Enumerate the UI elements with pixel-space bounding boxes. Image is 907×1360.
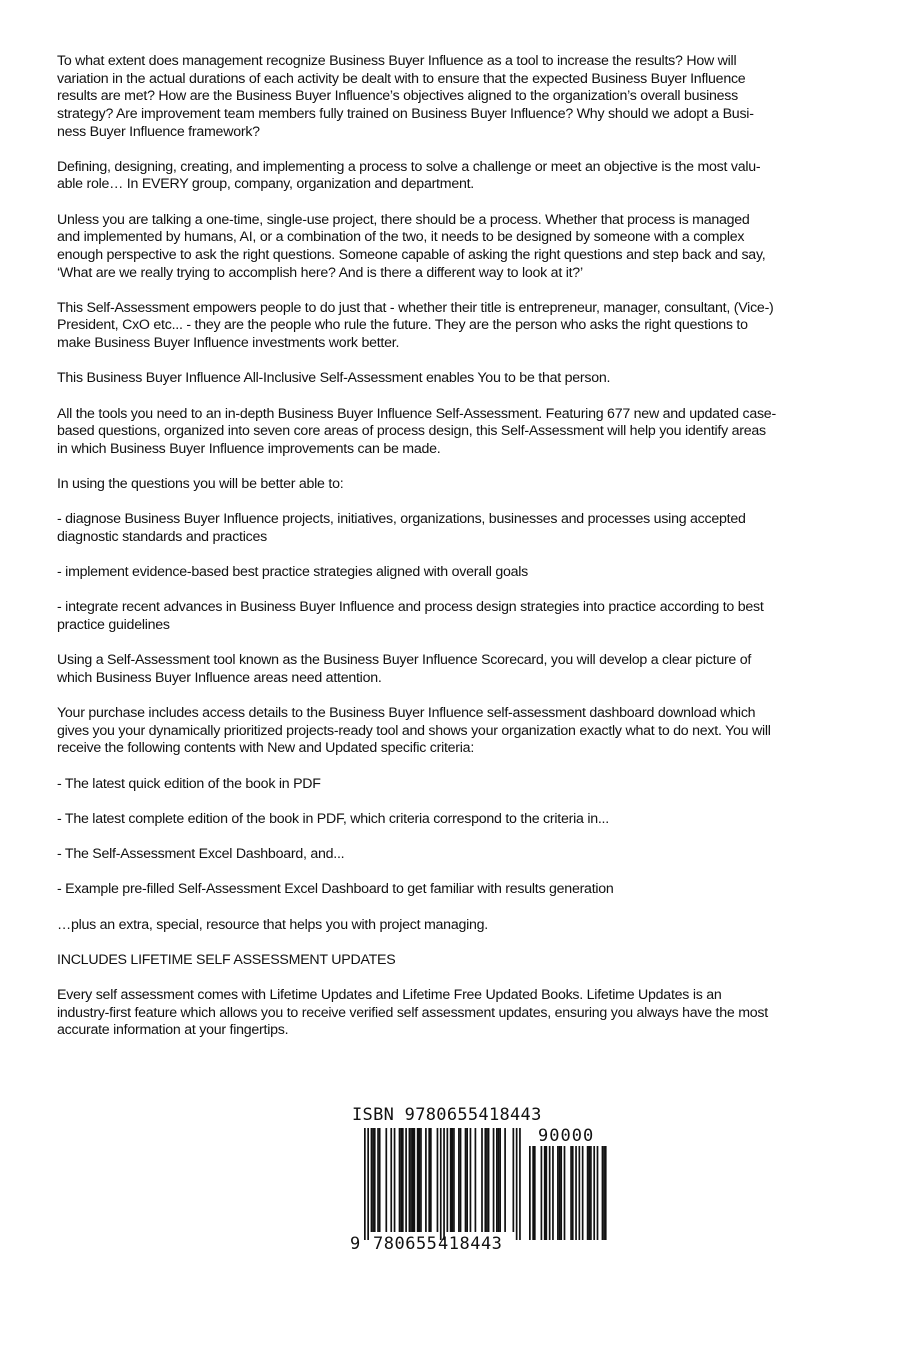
barcode-right-digits: 418443 [438,1234,503,1254]
text-line: accurate information at your fingertips. [57,1022,289,1039]
addon-bar [582,1146,584,1240]
addon-bar [602,1146,604,1240]
barcode-bar [440,1128,442,1240]
addon-bar [560,1146,562,1240]
barcode-bar [496,1128,498,1232]
paragraph [57,406,857,459]
addon-bar [579,1146,581,1240]
text-line: gives you your dynamically prioritized projects-ready tool and shows your organization exactly what to do next. You will [57,722,771,739]
addon-bar [593,1146,595,1240]
barcode-bar [499,1128,501,1232]
barcode-bar [420,1128,422,1232]
barcode-bar [488,1128,490,1232]
paragraph [57,511,857,546]
text-line: practice guidelines [57,617,170,633]
text-line: …plus an extra, special, resource that helps you with project managing. [57,916,488,933]
text-line: This Self-Assessment empowers people to do just that - whether their title is entrepreneur, manager, consultant, (Vice-) [57,299,774,316]
text-line: strategy? Are improvement team members fully trained on Business Buyer Influence? Why should we adopt a Busi- [57,105,754,122]
addon-bar [590,1146,592,1240]
addon-bar [587,1146,589,1240]
paragraph [57,53,857,141]
barcode-bar [458,1128,460,1232]
paragraph [57,705,857,758]
addon-bar [557,1146,559,1240]
text-line: Defining, designing, creating, and implementing a process to solve a challenge or meet an objective is the most valu- [57,158,761,175]
paragraph [57,917,857,935]
barcode-bar [418,1128,420,1232]
addon-bar [570,1146,572,1240]
text-line: diagnostic standards and practices [57,528,267,545]
text-line: ‘What are we really trying to accomplish here? And is there a different way to look at it?’ [57,264,583,281]
text-line: - The latest quick edition of the book in PDF [57,775,321,792]
text-line: Unless you are talking a one-time, single-use project, there should be a process. Whether that process is managed [57,211,750,228]
barcode-bar [390,1128,392,1232]
text-line: make Business Buyer Influence investments work better. [57,335,400,351]
text-line: in which Business Buyer Influence improvements can be made. [57,440,441,457]
barcode-bar [465,1128,467,1232]
barcode-bar [364,1128,366,1240]
barcode-bar [504,1128,506,1232]
barcode-bar [428,1128,430,1232]
barcode-bar [400,1128,402,1232]
addon-bar [549,1146,551,1240]
addon-bar [575,1146,577,1240]
barcode-bar [470,1128,472,1232]
paragraph [57,776,857,794]
barcode-bar [466,1128,468,1232]
text-line: Every self assessment comes with Lifetime Updates and Lifetime Free Updated Books. Lifetime Updates is an [57,987,722,1004]
paragraph [57,846,857,864]
addon-bar [532,1146,534,1240]
text-line: INCLUDES LIFETIME SELF ASSESSMENT UPDATES [57,951,396,968]
barcode-bar [486,1128,488,1232]
addon-bar [605,1146,607,1240]
text-line: Your purchase includes access details to the Business Buyer Influence self-assessment dashboard download which [57,705,756,722]
barcode-bar [374,1128,376,1232]
paragraph [57,811,857,829]
paragraph [57,476,857,494]
barcode-bar [385,1128,387,1232]
barcode-first-digit: 9 [350,1234,361,1254]
barcode-bar [519,1128,521,1240]
barcode-bar [493,1128,495,1232]
barcode-bar [412,1128,414,1232]
text-line: and implemented by humans, AI, or a combination of the two, it needs to be designed by someone with a complex [57,229,745,246]
paragraph [57,952,857,970]
text-line: Using a Self-Assessment tool known as the Business Buyer Influence Scorecard, you will develop a clear picture of [57,652,752,669]
paragraph [57,370,857,388]
paragraph [57,599,857,634]
text-line: results are met? How are the Business Buyer Influence’s objectives aligned to the organization’s overall business [57,88,738,105]
barcode-bar [447,1128,449,1232]
barcode-bar [394,1128,396,1232]
paragraph [57,300,857,353]
paragraph [57,652,857,687]
text-line: which Business Buyer Influence areas need attention. [57,669,382,686]
barcode-bar [371,1128,373,1232]
text-line: - Example pre-filled Self-Assessment Excel Dashboard to get familiar with results generation [57,881,614,898]
barcode-bar [372,1128,374,1232]
paragraph [57,987,857,1040]
barcode-bar [453,1128,455,1232]
text-line: receive the following contents with New and Updated specific criteria: [57,740,475,757]
barcode-bar [377,1128,379,1232]
barcode-bar [484,1128,486,1232]
addon-bar [534,1146,536,1240]
barcode-left-digits: 780655 [373,1234,438,1254]
barcode-bar [498,1128,500,1232]
back-cover-text [57,53,857,1058]
text-line: In using the questions you will be better able to: [57,476,344,492]
barcode-bar [460,1128,462,1232]
barcode-bar [399,1128,401,1232]
addon-bar [597,1146,599,1240]
barcode-bar [481,1128,483,1232]
paragraph [57,159,857,194]
barcode-bar [417,1128,419,1232]
text-line: To what extent does management recognize Business Buyer Influence as a tool to increase the results? How will [57,53,737,69]
text-line: - integrate recent advances in Business Buyer Influence and process design strategies into practice according to best [57,599,764,616]
barcode-bar [402,1128,404,1232]
addon-bar [552,1146,554,1240]
text-line: - diagnose Business Buyer Influence projects, initiatives, organizations, businesses and processes using accepted [57,511,746,528]
text-line: All the tools you need to an in-depth Business Buyer Influence Self-Assessment. Featuring 677 new and updated case- [57,405,776,422]
addon-bar [564,1146,566,1240]
text-line: ness Buyer Influence framework? [57,123,260,140]
text-line: President, CxO etc... - they are the people who rule the future. They are the person who asks the right questions to [57,317,748,334]
text-line: This Business Buyer Influence All-Inclusive Self-Assessment enables You to be that person. [57,370,611,387]
barcode-bar [405,1128,407,1232]
addon-bar [541,1146,543,1240]
barcode-bar [409,1128,411,1232]
paragraph [57,881,857,899]
text-line: variation in the actual durations of each activity be dealt with to ensure that the expected Business Buyer Influence [57,70,746,87]
addon-bar [529,1146,531,1240]
isbn-barcode [340,1098,620,1258]
paragraph [57,212,857,283]
barcode-bar [443,1128,445,1240]
text-line: - The Self-Assessment Excel Dashboard, and... [57,846,345,863]
text-line: - The latest complete edition of the book in PDF, which criteria correspond to the criteria in... [57,810,609,827]
isbn-label: ISBN 9780655418443 [352,1105,542,1125]
barcode-bar [410,1128,412,1232]
barcode-bar [513,1128,515,1232]
addon-bar [559,1146,561,1240]
text-line: able role… In EVERY group, company, organization and department. [57,176,474,193]
addon-bar [588,1146,590,1240]
text-line: - implement evidence-based best practice strategies aligned with overall goals [57,564,529,581]
addon-bar [544,1146,546,1240]
barcode-bar [516,1128,518,1240]
text-line: based questions, organized into seven core areas of process design, this Self-Assessment will help you identify areas [57,423,766,440]
barcode-bar [379,1128,381,1232]
barcode-bar [367,1128,369,1240]
barcode-bar [425,1128,427,1232]
barcode-bar [437,1128,439,1232]
text-line: industry-first feature which allows you to receive verified self assessment updates, ensuring you always have the most [57,1004,768,1021]
barcode-bar [450,1128,452,1232]
text-line: enough perspective to ask the right questions. Someone capable of asking the right questions and step back and say, [57,246,766,263]
addon-digits: 90000 [538,1126,595,1146]
paragraph [57,564,857,582]
barcode-bar [430,1128,432,1232]
addon-bar [603,1146,605,1240]
addon-bar [572,1146,574,1240]
addon-bar [546,1146,548,1240]
barcode-bar [451,1128,453,1232]
barcode-bar [475,1128,477,1232]
barcode-bar [414,1128,416,1232]
